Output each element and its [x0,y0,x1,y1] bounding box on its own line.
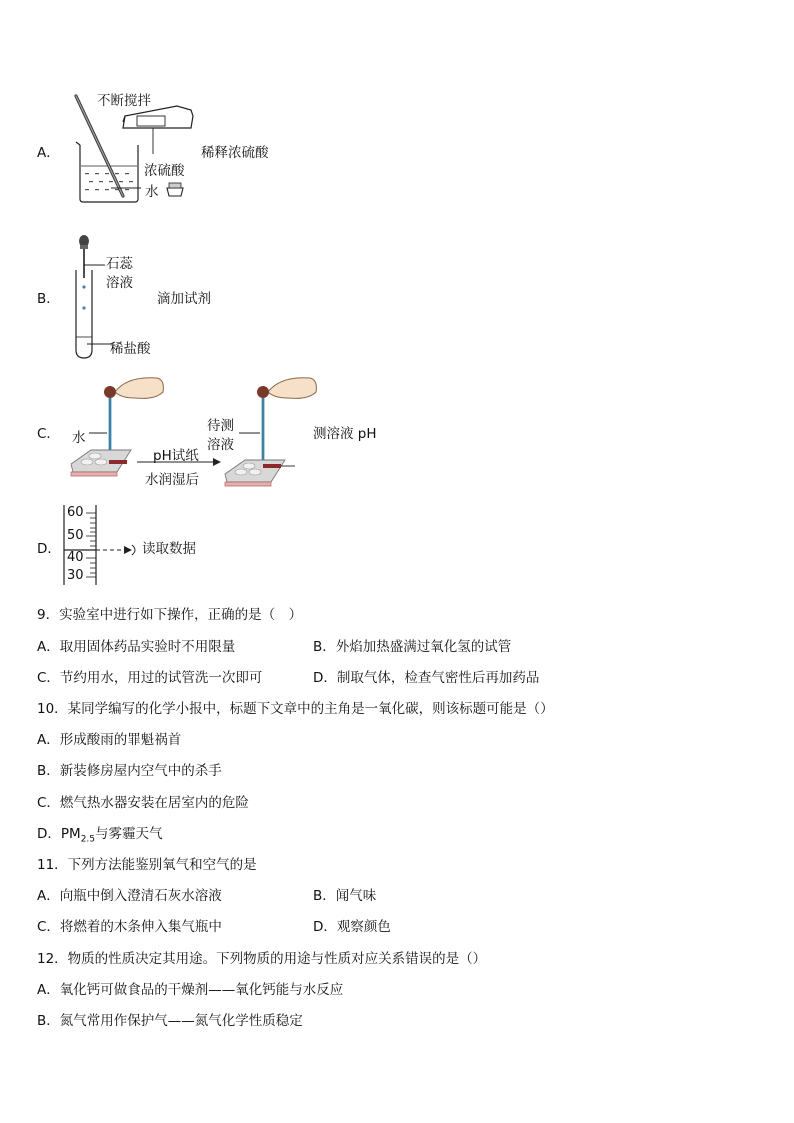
concentrated-acid-label: 浓硫酸 [144,163,185,179]
stir-label: 不断搅拌 [97,93,151,109]
q9-stem: 9．实验室中进行如下操作，正确的是（ ） [37,607,303,623]
q11-option-c: C．将燃着的木条伸入集气瓶中 [37,919,222,935]
option-letter-a: A． [37,145,60,161]
test-solution-line1: 待测 [207,418,234,434]
option-letter-c: C． [37,426,60,442]
figure-a-caption: 稀释浓硫酸 [201,145,269,161]
q11-option-a: A．向瓶中倒入澄清石灰水溶液 [37,888,222,904]
q9-option-d: D．制取气体，检查气密性后再加药品 [313,670,540,686]
figure-c-caption: 测溶液 pH [313,426,377,442]
q10-stem: 10．某同学编写的化学小报中，标题下文章中的主角是一氧化碳，则该标题可能是（） [37,701,554,717]
option-letter-d: D． [37,541,61,557]
q9-option-c: C．节约用水，用过的试管洗一次即可 [37,670,263,686]
q10-option-c: C．燃气热水器安装在居室内的危险 [37,795,249,811]
test-solution-line2: 溶液 [207,437,234,453]
q10-option-d-suffix: 与雾霾天气 [95,826,163,842]
tick-30: 30 [67,568,84,583]
water-label-c: 水 [72,430,86,446]
q11-option-d: D．观察颜色 [313,919,391,935]
q10-option-d-prefix: D．PM [37,826,81,842]
q10-option-b: B．新装修房屋内空气中的杀手 [37,763,222,779]
q12-option-a: A．氧化钙可做食品的干燥剂——氧化钙能与水反应 [37,982,344,998]
ph-paper-label: pH试纸 [153,448,199,464]
dilute-hcl-label: 稀盐酸 [110,341,151,357]
figure-b-caption: 滴加试剂 [157,291,211,307]
q11-option-b: B．闻气味 [313,888,377,904]
litmus-label-line1: 石蕊 [106,256,133,272]
option-letter-b: B． [37,291,60,307]
q12-stem: 12．物质的性质决定其用途。下列物质的用途与性质对应关系错误的是（） [37,951,487,967]
q9-option-b: B．外焰加热盛满过氧化氢的试管 [313,639,512,655]
q10-option-d [37,822,163,845]
q10-option-a: A．形成酸雨的罪魁祸首 [37,732,182,748]
q10-option-d-subscript: 2.5 [80,834,96,845]
q12-option-b: B．氮气常用作保护气——氮气化学性质稳定 [37,1013,303,1029]
q9-option-a: A．取用固体药品实验时不用限量 [37,639,236,655]
wet-label: 水润湿后 [145,472,199,488]
q11-stem: 11．下列方法能鉴别氧气和空气的是 [37,857,257,873]
tick-50: 50 [67,528,84,543]
tick-60: 60 [67,505,84,520]
figure-d-caption: 读取数据 [142,541,196,557]
litmus-label-line2: 溶液 [106,275,133,291]
water-label-a: 水 [145,184,159,200]
tick-40: 40 [67,550,84,565]
